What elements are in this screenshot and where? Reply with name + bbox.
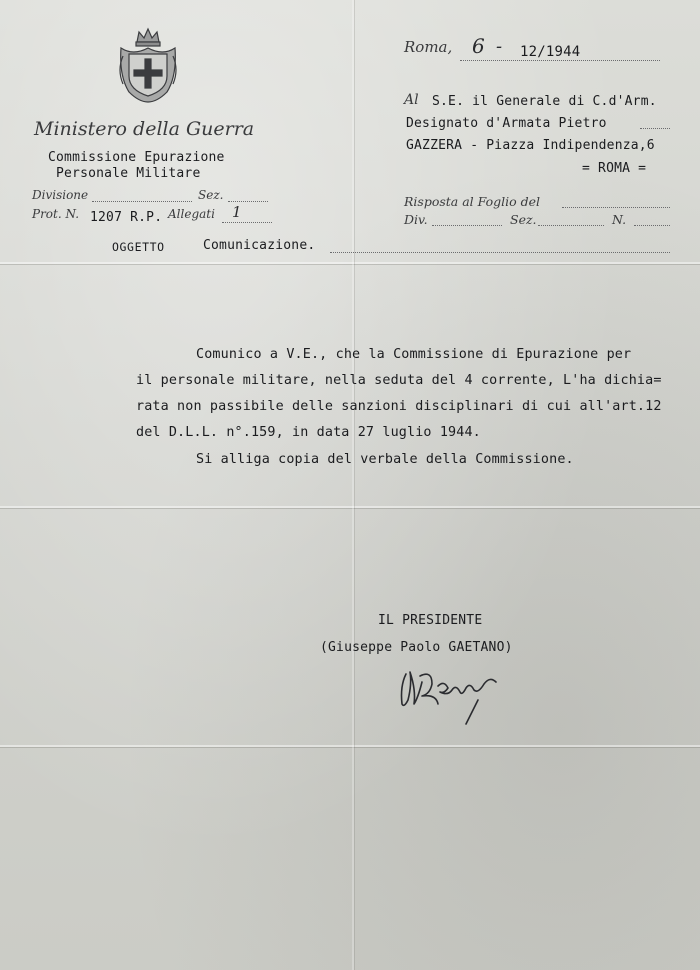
subject-value: Comunicazione. bbox=[203, 238, 316, 253]
handwritten-signature bbox=[392, 664, 512, 728]
recipient-prefix: Al bbox=[404, 92, 419, 108]
royal-crest-icon bbox=[115, 26, 181, 104]
ministry-name: Ministero della Guerra bbox=[34, 118, 255, 140]
reply-div-label: Div. bbox=[404, 212, 428, 227]
attachments-label: Allegati bbox=[168, 207, 215, 221]
attachments-value: 1 bbox=[232, 203, 242, 221]
date-rule bbox=[460, 60, 660, 61]
paper-crease bbox=[0, 506, 700, 508]
division-rule bbox=[92, 201, 192, 202]
paper-crease bbox=[0, 262, 700, 264]
date-month-year: 12/1944 bbox=[520, 44, 581, 60]
body-line-5: Si alliga copia del verbale della Commissione. bbox=[196, 452, 574, 467]
paper-crease bbox=[0, 745, 700, 747]
body-line-2: il personale militare, nella seduta del 4 corrente, L'ha dichia= bbox=[136, 373, 662, 388]
recipient-line-2: Designato d'Armata Pietro bbox=[406, 116, 607, 131]
reply-n-rule bbox=[634, 225, 670, 226]
recipient-rule bbox=[640, 128, 670, 129]
subject-rule bbox=[330, 252, 670, 253]
section-label: Sez. bbox=[198, 188, 224, 202]
paper-crease bbox=[352, 0, 354, 970]
division-label: Divisione bbox=[32, 188, 89, 202]
prot-label: Prot. N. bbox=[32, 207, 80, 221]
signature-name: (Giuseppe Paolo GAETANO) bbox=[320, 640, 513, 655]
reply-div-rule bbox=[432, 225, 502, 226]
date-place: Roma, bbox=[404, 38, 453, 56]
body-line-1: Comunico a V.E., che la Commissione di Epurazione per bbox=[196, 347, 632, 362]
reply-sez-label: Sez. bbox=[510, 212, 537, 227]
subject-label: OGGETTO bbox=[112, 240, 165, 254]
signature-title: IL PRESIDENTE bbox=[378, 613, 483, 628]
date-day: 6 bbox=[472, 34, 485, 58]
reply-rule bbox=[562, 207, 670, 208]
recipient-line-4: = ROMA = bbox=[582, 161, 647, 176]
reply-label: Risposta al Foglio del bbox=[404, 194, 541, 209]
recipient-line-3: GAZZERA - Piazza Indipendenza,6 bbox=[406, 138, 655, 153]
prot-value: 1207 R.P. bbox=[90, 210, 163, 225]
date-dash: - bbox=[496, 36, 503, 57]
body-line-4: del D.L.L. n°.159, in data 27 luglio 1944. bbox=[136, 425, 481, 440]
recipient-line-1: S.E. il Generale di C.d'Arm. bbox=[432, 94, 657, 109]
attachments-rule bbox=[222, 222, 272, 223]
commission-line-1: Commissione Epurazione bbox=[48, 150, 225, 165]
reply-n-label: N. bbox=[612, 212, 627, 227]
reply-sez-rule bbox=[538, 225, 604, 226]
section-rule bbox=[228, 201, 268, 202]
commission-line-2: Personale Militare bbox=[56, 166, 201, 181]
body-line-3: rata non passibile delle sanzioni disciplinari di cui all'art.12 bbox=[136, 399, 662, 414]
